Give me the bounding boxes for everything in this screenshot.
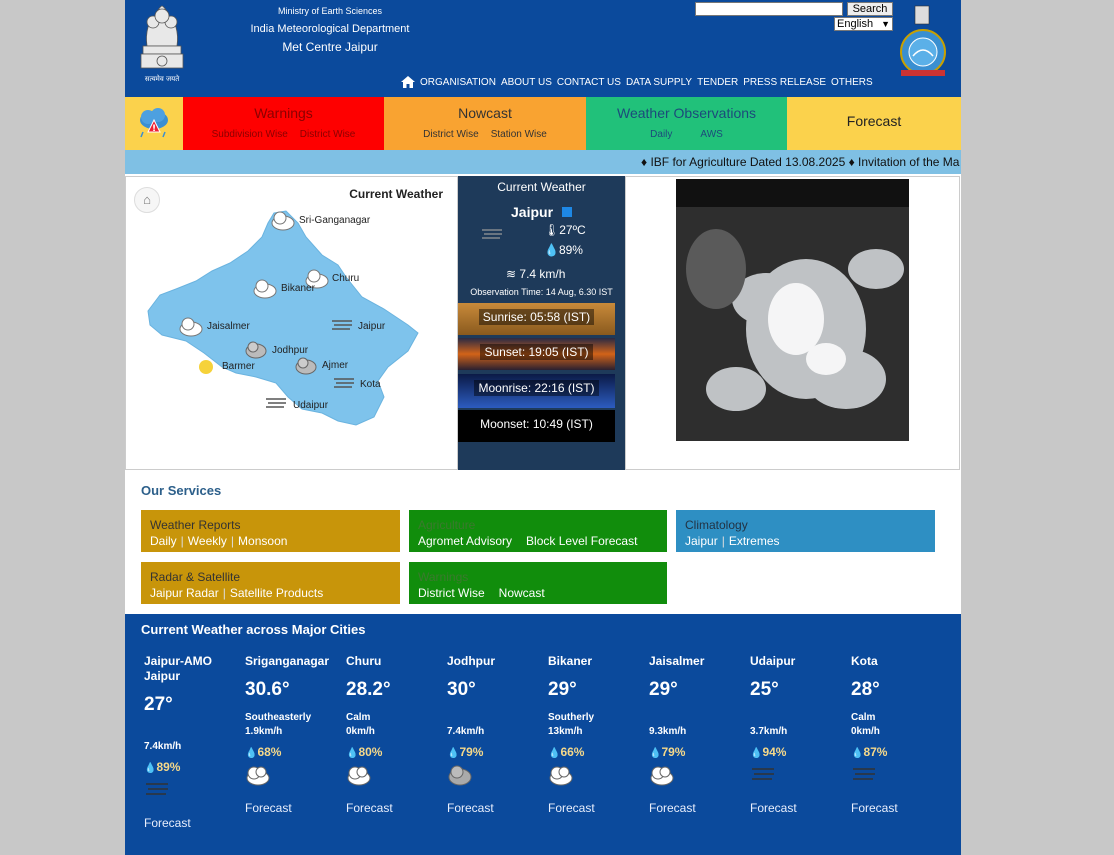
city-forecast-link[interactable]: Forecast xyxy=(346,801,393,815)
droplet-icon: 💧 xyxy=(346,748,359,759)
language-value: English xyxy=(837,18,874,30)
city-humidity: 💧87% xyxy=(851,745,888,759)
current-humidity: 💧89% xyxy=(544,243,583,257)
droplet-icon: 💧 xyxy=(548,748,561,759)
ticker-text[interactable]: ♦ IBF for Agriculture Dated 13.08.2025 ♦ Invitation of the Ma xyxy=(641,155,960,169)
city-wind-speed: 13km/h xyxy=(548,726,583,737)
nav-contact-us[interactable]: CONTACT US xyxy=(556,76,621,88)
current-weather-panel xyxy=(458,176,625,470)
forecast-tile[interactable] xyxy=(787,97,961,150)
city-card xyxy=(346,654,446,815)
current-city: Jaipur xyxy=(511,204,554,220)
service-climatology: Climatology Jaipur | Extremes xyxy=(676,510,935,552)
city-wind-speed: 3.7km/h xyxy=(750,726,788,737)
svg-text:!: ! xyxy=(151,124,157,134)
haze-icon xyxy=(750,763,850,787)
warnings-title[interactable]: Warnings xyxy=(254,105,313,121)
map-city-sriganganagar[interactable]: Sri-Ganganagar xyxy=(299,215,371,226)
service-link-nowcast[interactable]: Nowcast xyxy=(498,586,545,600)
city-humidity: 💧79% xyxy=(649,745,686,759)
map-city-bikaner[interactable]: Bikaner xyxy=(281,283,315,294)
city-temperature: 30° xyxy=(447,679,476,700)
city-card xyxy=(548,654,648,815)
city-forecast-link[interactable]: Forecast xyxy=(144,816,191,830)
search-input[interactable] xyxy=(695,2,843,16)
city-wind xyxy=(548,711,648,739)
city-name: Kota xyxy=(851,654,878,668)
city-name: Churu xyxy=(346,654,382,668)
cloud-icon xyxy=(252,277,278,299)
nowcast-district-link[interactable]: District Wise xyxy=(423,129,479,140)
city-temperature: 25° xyxy=(750,679,779,700)
haze-icon xyxy=(480,228,504,242)
ministry-name: Ministry of Earth Sciences xyxy=(277,6,383,16)
city-name: Udaipur xyxy=(750,654,796,668)
service-link-jaipur[interactable]: Jaipur xyxy=(685,534,718,548)
nav-tender[interactable]: TENDER xyxy=(697,76,739,88)
city-humidity: 💧94% xyxy=(750,745,787,759)
observations-aws-link[interactable]: AWS xyxy=(700,129,723,140)
forecast-title[interactable]: Forecast xyxy=(846,113,902,129)
city-wind-direction xyxy=(144,726,224,740)
cloud-icon xyxy=(346,763,446,787)
droplet-icon: 💧 xyxy=(649,748,662,759)
droplet-icon: 💧 xyxy=(245,748,258,759)
map-city-kota[interactable]: Kota xyxy=(360,379,381,390)
haze-icon xyxy=(144,778,224,802)
service-title: Agriculture xyxy=(418,518,476,532)
storm-cloud-icon xyxy=(137,106,171,140)
department-name: India Meteorological Department xyxy=(250,23,410,35)
city-wind-direction: Southeasterly xyxy=(245,712,312,723)
city-forecast-link[interactable]: Forecast xyxy=(447,801,494,815)
city-temperature: 28° xyxy=(851,679,880,700)
city-card xyxy=(750,654,850,815)
city-card xyxy=(851,654,951,815)
city-card xyxy=(447,654,547,815)
site-header xyxy=(125,0,961,97)
centre-name: Met Centre Jaipur xyxy=(282,40,378,54)
city-wind xyxy=(144,726,224,754)
news-ticker[interactable] xyxy=(125,150,961,174)
cloud-icon xyxy=(548,763,648,787)
major-cities-title: Current Weather across Major Cities xyxy=(141,622,366,637)
service-link-block-forecast[interactable]: Block Level Forecast xyxy=(526,534,638,548)
cloud-icon xyxy=(649,763,749,787)
city-card xyxy=(245,654,345,815)
city-forecast-link[interactable]: Forecast xyxy=(750,801,797,815)
droplet-icon: 💧 xyxy=(750,748,763,759)
droplet-icon: 💧 xyxy=(447,748,460,759)
city-name: Bikaner xyxy=(548,654,593,668)
service-weather-reports: Weather Reports Daily | Weekly | Monsoon xyxy=(141,510,400,552)
service-title: Radar & Satellite xyxy=(150,570,241,584)
cloud-icon xyxy=(178,315,204,337)
observations-daily-link[interactable]: Daily xyxy=(650,129,673,140)
wind-icon: ≋ xyxy=(506,267,520,281)
map-city-udaipur[interactable]: Udaipur xyxy=(293,400,329,411)
nav-organisation[interactable]: ORGANISATION xyxy=(420,76,496,88)
city-wind xyxy=(447,711,547,739)
observations-tile[interactable] xyxy=(586,97,787,150)
city-temperature: 29° xyxy=(649,679,678,700)
warnings-district-link[interactable]: District Wise xyxy=(299,129,356,140)
city-name: Jaisalmer xyxy=(649,654,705,668)
city-color-swatch xyxy=(562,207,572,217)
main-nav xyxy=(401,76,873,88)
service-link-agromet[interactable]: Agromet Advisory xyxy=(418,534,513,548)
city-forecast-link[interactable]: Forecast xyxy=(851,801,898,815)
map-city-jaipur[interactable]: Jaipur xyxy=(358,321,386,332)
warnings-tile[interactable] xyxy=(183,97,384,150)
haze-icon xyxy=(330,319,354,333)
nav-others[interactable]: OTHERS xyxy=(831,76,873,88)
satellite-image[interactable] xyxy=(676,179,909,441)
service-link-weekly[interactable]: Weekly xyxy=(187,534,227,548)
city-wind-speed: 9.3km/h xyxy=(649,726,687,737)
city-name: Jaipur-AMO Jaipur xyxy=(144,654,213,683)
nav-about-us[interactable]: ABOUT US xyxy=(500,76,552,88)
sun-icon xyxy=(196,357,216,377)
city-wind-speed: 7.4km/h xyxy=(447,726,485,737)
city-temperature: 30.6° xyxy=(245,679,290,700)
city-humidity: 💧66% xyxy=(548,745,585,759)
cloud-icon xyxy=(270,209,296,231)
city-wind-speed: 0km/h xyxy=(346,726,375,737)
cloud-icon xyxy=(245,763,345,787)
city-wind-direction: Calm xyxy=(346,712,371,723)
city-humidity: 💧80% xyxy=(346,745,383,759)
service-link-daily[interactable]: Daily xyxy=(150,534,177,548)
city-wind-direction xyxy=(447,711,547,725)
search-button[interactable]: Search xyxy=(847,2,893,16)
map-city-barmer[interactable]: Barmer xyxy=(222,361,255,372)
service-link-district-wise[interactable]: District Wise xyxy=(418,586,485,600)
chevron-down-icon: ▼ xyxy=(881,19,890,29)
city-wind-direction: Southerly xyxy=(548,712,595,723)
city-wind-direction: Calm xyxy=(851,712,876,723)
haze-icon xyxy=(332,377,356,391)
current-weather-title: Current Weather xyxy=(497,180,586,194)
page xyxy=(125,0,961,855)
city-wind-speed: 0km/h xyxy=(851,726,880,737)
map-city-ajmer[interactable]: Ajmer xyxy=(322,360,349,371)
droplet-icon: 💧 xyxy=(851,748,864,759)
moonrise-banner: Moonrise: 22:16 (IST) xyxy=(458,374,615,408)
language-select[interactable] xyxy=(834,17,893,31)
service-title: Climatology xyxy=(685,518,748,532)
service-title: Weather Reports xyxy=(150,518,241,532)
city-wind-direction xyxy=(750,711,850,725)
sunrise-banner: Sunrise: 05:58 (IST) xyxy=(458,303,615,335)
service-link-jaipur-radar[interactable]: Jaipur Radar xyxy=(150,586,219,600)
city-humidity: 💧79% xyxy=(447,745,484,759)
current-temperature: 🌡27ºC xyxy=(544,223,586,237)
city-humidity: 💧68% xyxy=(245,745,282,759)
service-agriculture xyxy=(409,510,667,552)
map-city-churu[interactable]: Churu xyxy=(332,273,360,284)
nowcast-tile[interactable] xyxy=(384,97,586,150)
city-temperature: 29° xyxy=(548,679,577,700)
city-name: Jodhpur xyxy=(447,654,495,668)
service-title: Warnings xyxy=(418,570,469,584)
map-city-jaisalmer[interactable]: Jaisalmer xyxy=(207,321,250,332)
haze-icon xyxy=(851,763,951,787)
city-wind xyxy=(851,711,951,739)
service-radar-satellite: Radar & Satellite Jaipur Radar | Satellite Products xyxy=(141,562,400,604)
city-card xyxy=(144,654,224,830)
city-wind xyxy=(245,711,345,739)
droplet-icon: 💧 xyxy=(144,763,157,774)
observation-time: Observation Time: 14 Aug, 6.30 IST xyxy=(470,287,613,297)
city-wind xyxy=(750,711,850,739)
imd-logo-icon xyxy=(895,4,951,82)
city-forecast-link[interactable]: Forecast xyxy=(548,801,595,815)
service-warnings xyxy=(409,562,667,604)
warnings-subdivision-link[interactable]: Subdivision Wise xyxy=(211,129,288,140)
nowcast-title[interactable]: Nowcast xyxy=(458,105,512,121)
service-link-satellite-products[interactable]: Satellite Products xyxy=(229,586,324,600)
city-wind-speed: 7.4km/h xyxy=(144,741,182,752)
observations-title[interactable]: Weather Observations xyxy=(616,105,757,121)
overcast-icon xyxy=(447,763,547,787)
nav-data-supply[interactable]: DATA SUPPLY xyxy=(625,76,693,88)
svg-text:सत्यमेव जयते: सत्यमेव जयते xyxy=(144,75,180,83)
major-cities-section xyxy=(125,614,961,855)
current-wind: ≋ 7.4 km/h xyxy=(506,267,566,281)
storm-icon-tile[interactable] xyxy=(125,97,183,150)
city-temperature: 27° xyxy=(144,694,173,715)
haze-icon xyxy=(264,397,288,411)
map-home-button[interactable]: ⌂ xyxy=(134,187,160,213)
city-wind-direction xyxy=(649,711,749,725)
city-wind xyxy=(649,711,749,739)
nowcast-station-link[interactable]: Station Wise xyxy=(490,129,547,140)
thermometer-icon: 🌡 xyxy=(544,223,560,237)
service-link-monsoon[interactable]: Monsoon xyxy=(238,534,288,548)
city-name: Sriganganagar xyxy=(245,654,330,668)
droplet-icon: 💧 xyxy=(544,243,559,257)
sunset-banner: Sunset: 19:05 (IST) xyxy=(458,338,615,370)
city-card xyxy=(649,654,749,815)
satellite-panel xyxy=(625,176,960,470)
city-forecast-link[interactable]: Forecast xyxy=(649,801,696,815)
city-temperature: 28.2° xyxy=(346,679,391,700)
home-icon[interactable] xyxy=(401,76,415,88)
services-title: Our Services xyxy=(141,483,222,498)
city-wind-speed: 1.9km/h xyxy=(245,726,283,737)
map-title: Current Weather xyxy=(349,187,443,201)
overcast-icon xyxy=(294,355,318,375)
city-forecast-link[interactable]: Forecast xyxy=(245,801,292,815)
overcast-icon xyxy=(244,339,268,359)
rajasthan-map-panel xyxy=(125,176,458,470)
city-humidity: 💧89% xyxy=(144,760,181,774)
map-city-jodhpur[interactable]: Jodhpur xyxy=(272,345,309,356)
nav-press-release[interactable]: PRESS RELEASE xyxy=(743,76,827,88)
service-link-extremes[interactable]: Extremes xyxy=(728,534,780,548)
city-wind xyxy=(346,711,446,739)
moonset-banner: Moonset: 10:49 (IST) xyxy=(458,410,615,442)
